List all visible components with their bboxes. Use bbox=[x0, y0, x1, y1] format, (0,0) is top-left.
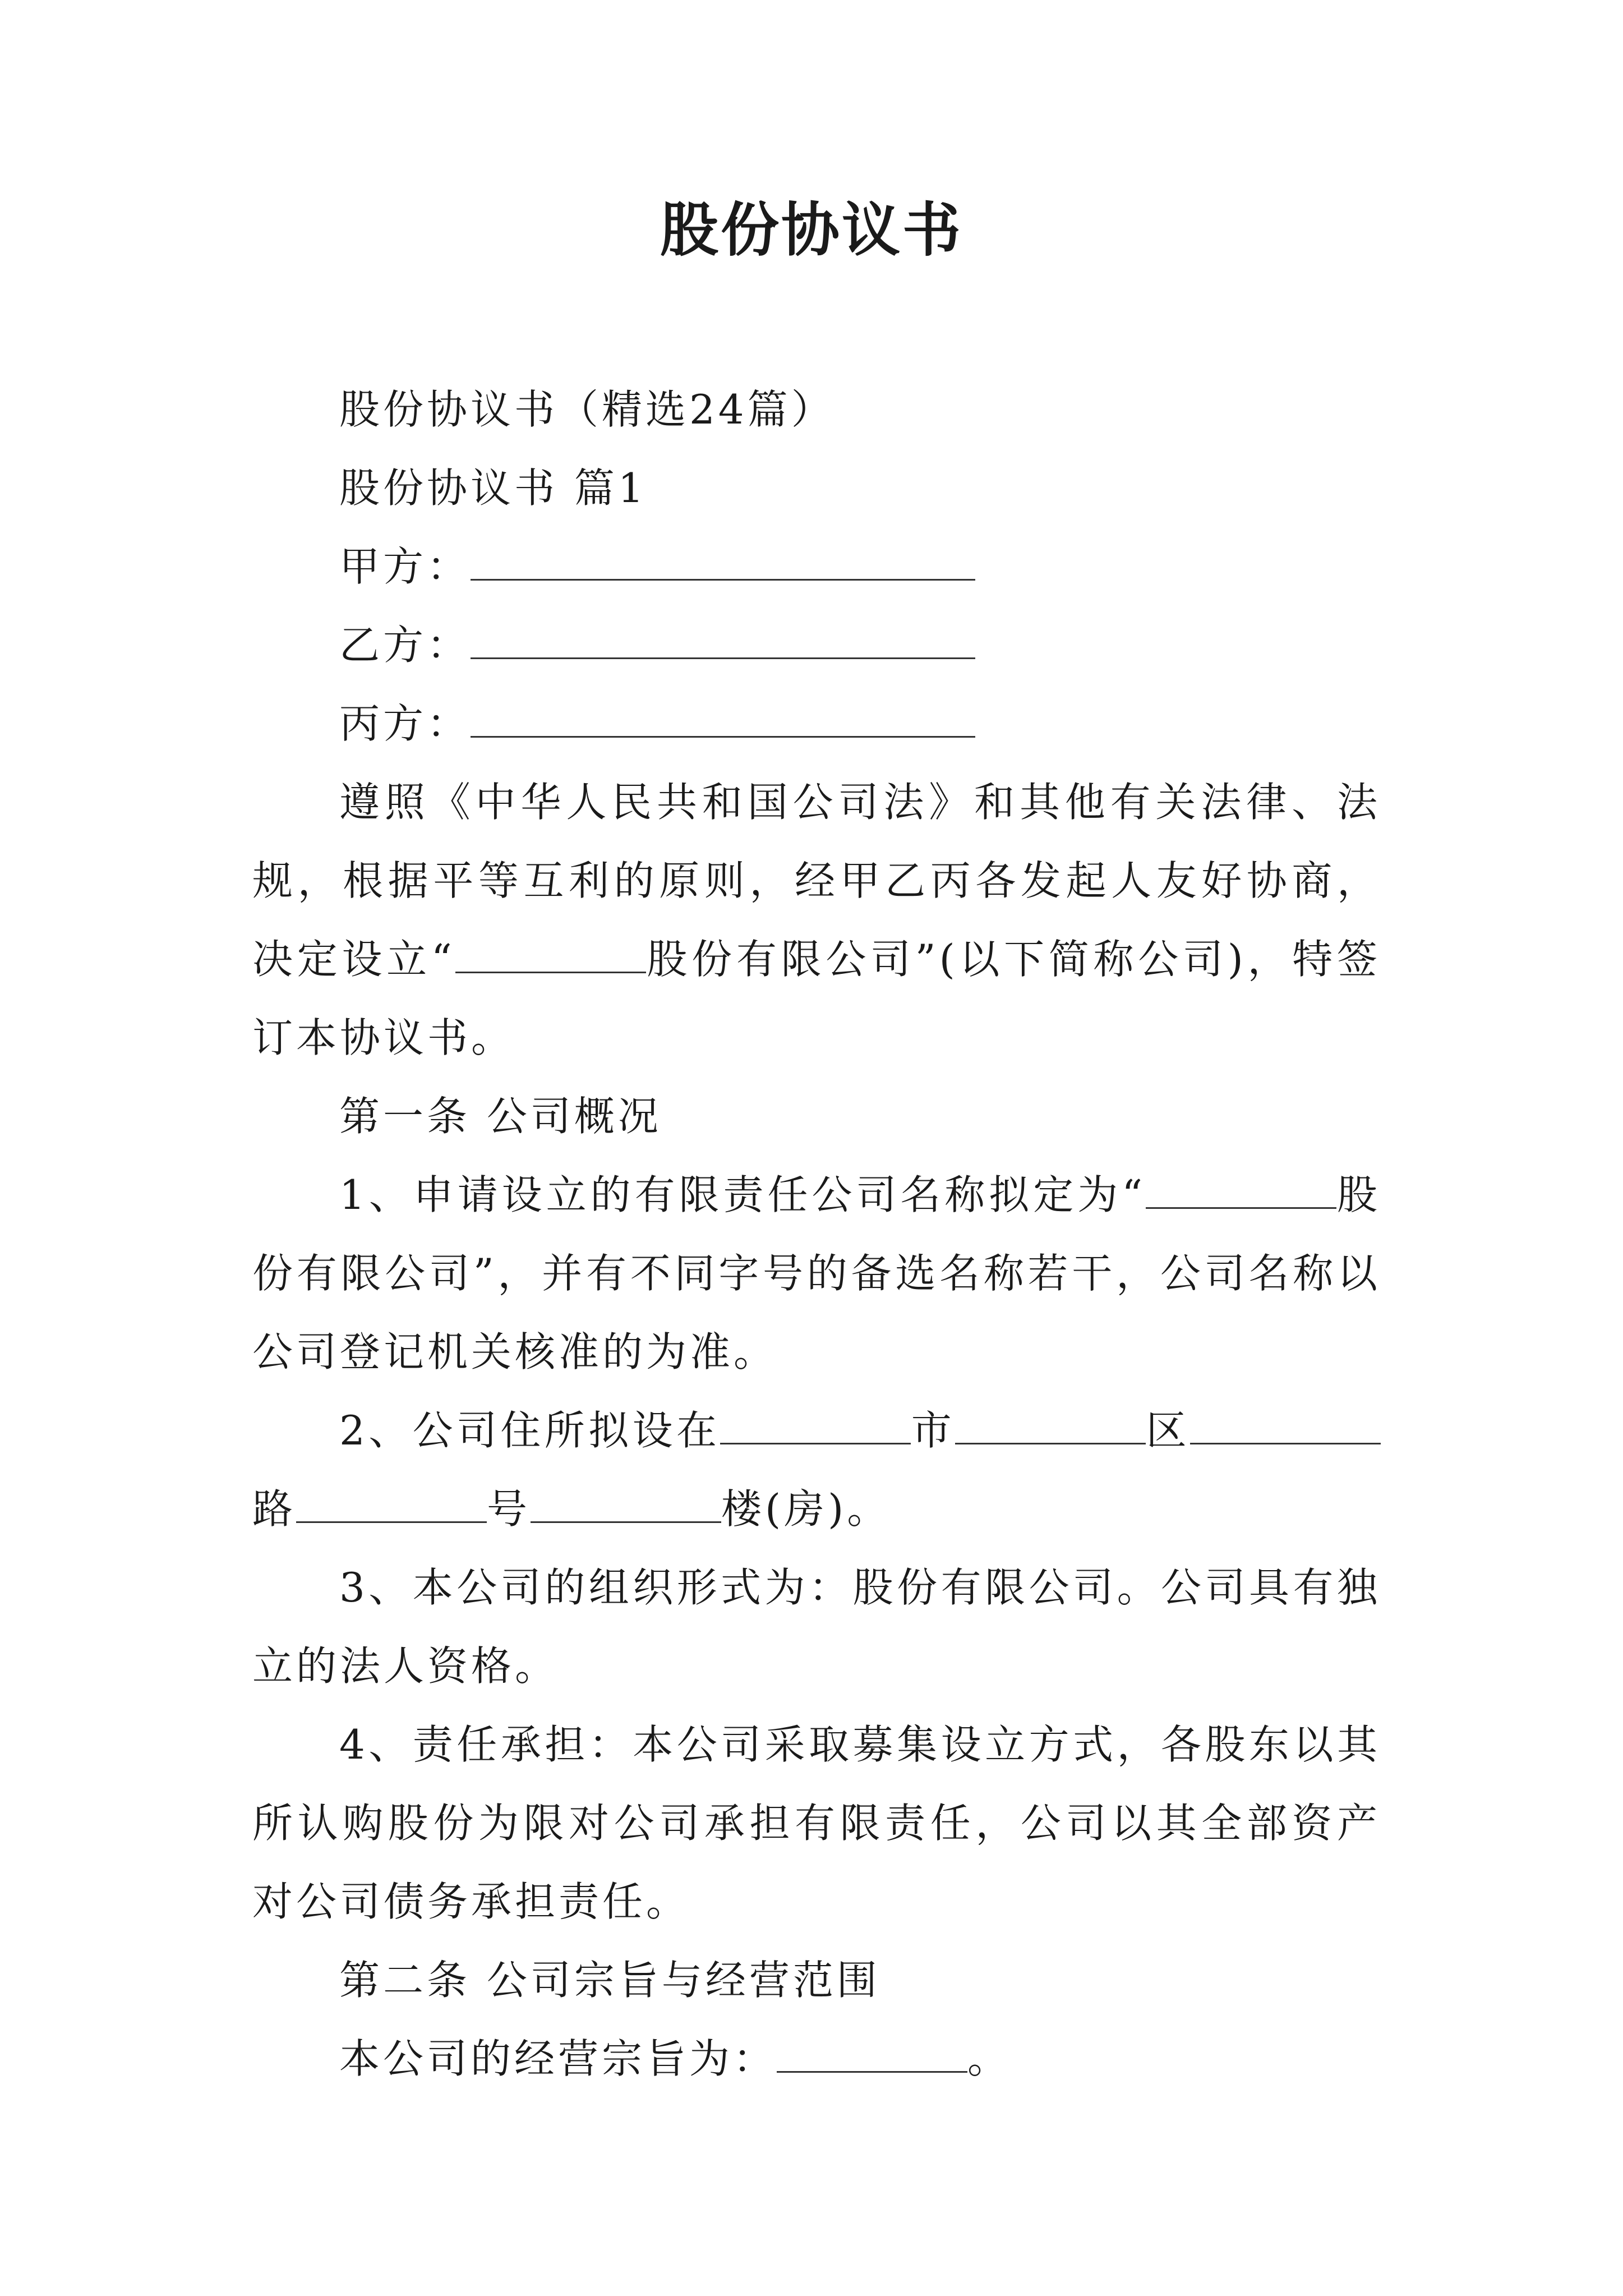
item-2-number: 号 bbox=[487, 1485, 531, 1533]
item-2-district: 区 bbox=[1146, 1407, 1190, 1454]
section-line: 股份协议书 篇1 bbox=[339, 464, 647, 512]
party-a-line bbox=[252, 527, 1381, 606]
intro-paragraph bbox=[252, 763, 1381, 1077]
item-2-paragraph bbox=[252, 1391, 1381, 1548]
item-2-city: 市 bbox=[911, 1407, 956, 1454]
item-2-text: 2、公司住所拟设在 bbox=[339, 1407, 721, 1454]
item-4-paragraph: 4、责任承担：本公司采取募集设立方式，各股东以其所认购股份为限对公司承担有限责任，公司以其全部资产对公司债务承担责任。 bbox=[252, 1721, 1381, 1925]
party-b-label: 乙方： bbox=[339, 622, 471, 669]
party-b-line bbox=[252, 606, 1381, 684]
item-1-name-blank bbox=[1146, 1162, 1336, 1209]
intro-text-1: 遵照《中华人民共和国公司法》和其他有关法律、法规，根据平等互利的原则，经甲乙丙各发起人友好协商，决定设立“ bbox=[252, 779, 1381, 983]
document-title: 股份协议书 bbox=[660, 195, 963, 264]
party-c-line bbox=[252, 684, 1381, 763]
item-1-text-2: 股份有限公司”，并有不同字号的备选名称若干，公司名称以公司登记机关核准的为准。 bbox=[252, 1171, 1381, 1375]
purpose-blank bbox=[777, 2026, 967, 2073]
building-blank bbox=[531, 1476, 721, 1523]
party-c-blank bbox=[471, 691, 975, 738]
purpose-paragraph bbox=[252, 2019, 1381, 2098]
intro-text-2: 股份有限公司”(以下简称公司)，特签订本协议书。 bbox=[252, 936, 1381, 1061]
item-2-building: 楼(房)。 bbox=[721, 1485, 891, 1533]
road-blank bbox=[1190, 1398, 1381, 1444]
district-blank bbox=[955, 1398, 1146, 1444]
purpose-end: 。 bbox=[967, 2035, 1012, 2082]
party-a-label: 甲方： bbox=[339, 543, 471, 590]
heading-line: 股份协议书（精选24篇） bbox=[339, 386, 835, 433]
party-b-blank bbox=[471, 613, 975, 659]
party-c-label: 丙方： bbox=[339, 700, 471, 747]
item-3-paragraph: 3、本公司的组织形式为：股份有限公司。公司具有独立的法人资格。 bbox=[252, 1564, 1381, 1690]
party-a-blank bbox=[471, 534, 975, 581]
number-blank bbox=[296, 1476, 487, 1523]
item-2-road: 路 bbox=[252, 1485, 297, 1533]
article-2-title: 第二条 公司宗旨与经营范围 bbox=[339, 1957, 880, 2004]
city-blank bbox=[720, 1398, 911, 1444]
article-1-title: 第一条 公司概况 bbox=[339, 1093, 662, 1140]
company-name-blank bbox=[455, 927, 646, 973]
document-body bbox=[252, 370, 1381, 2098]
item-1-paragraph bbox=[252, 1156, 1381, 1391]
purpose-text: 本公司的经营宗旨为： bbox=[339, 2035, 777, 2082]
item-1-text-1: 1、申请设立的有限责任公司名称拟定为“ bbox=[339, 1171, 1146, 1218]
